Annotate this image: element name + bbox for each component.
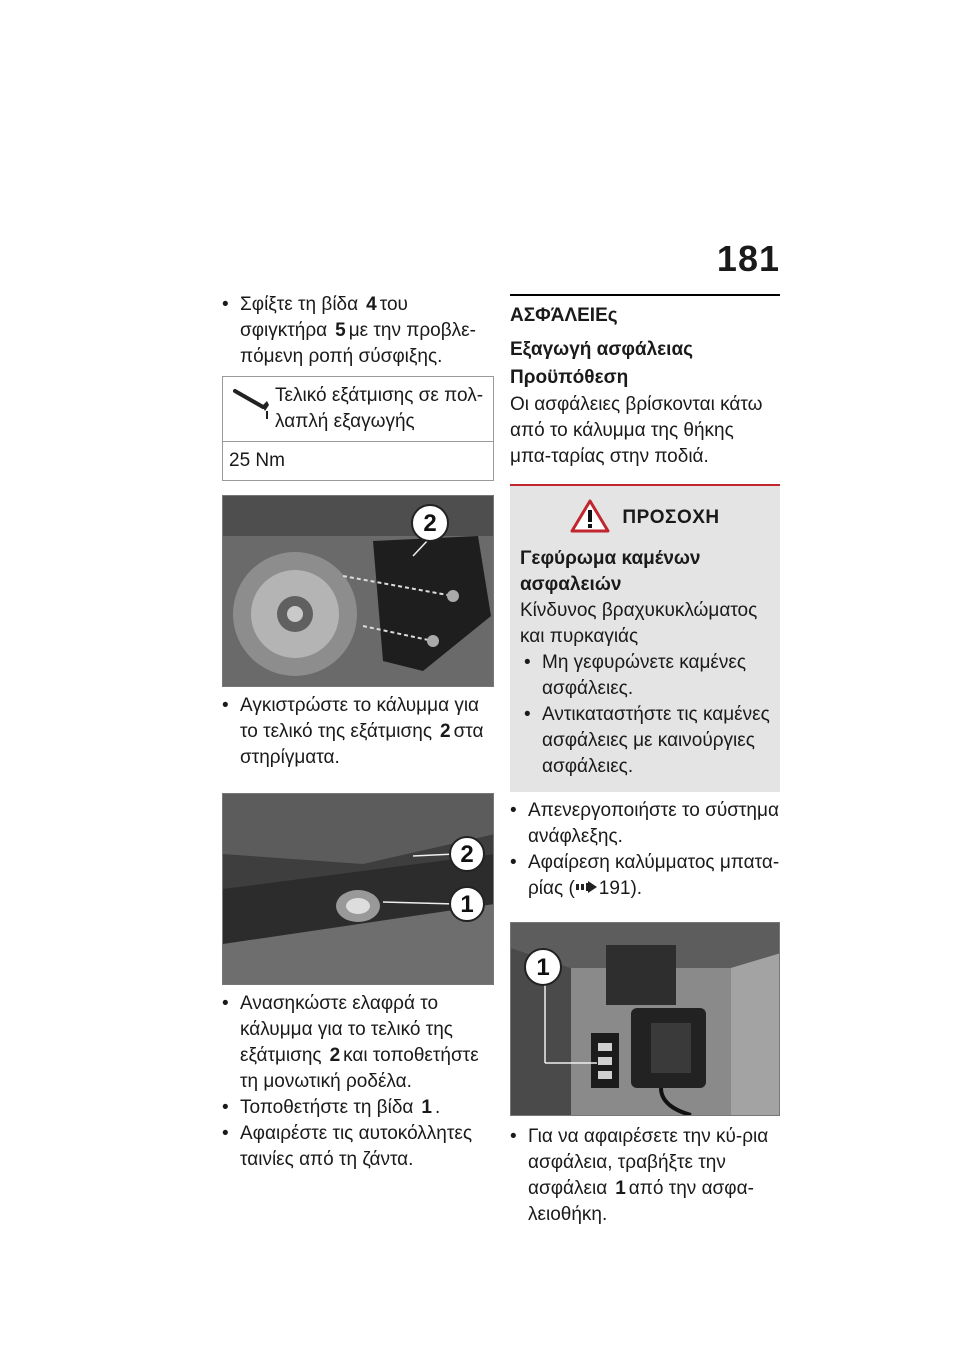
warning-item: • Μη γεφυρώνετε καμένες ασφάλειες. <box>524 650 770 702</box>
step-tighten-screw <box>222 292 494 370</box>
step-text: ). <box>630 878 643 900</box>
warning-text: Κίνδυνος βραχυκυκλώματος και πυρκαγιάς <box>520 600 758 647</box>
wrench-icon <box>229 383 275 428</box>
step-remove-tapes <box>222 1121 494 1173</box>
callout-label: 2 <box>423 510 437 537</box>
step-ignition-off <box>510 798 780 850</box>
ref-number: 5 <box>335 320 346 341</box>
step-hook-cover <box>222 693 494 771</box>
step-text: με την προβλε-πόμενη ροπή σύσφιξης. <box>240 320 476 367</box>
step-text: Απενεργοποιήστε το σύστημα ανάφλεξης. <box>528 800 779 847</box>
step-text: Τοποθετήστε τη βίδα <box>240 1097 414 1118</box>
step-text: Αφαιρέστε τις αυτοκόλλητες ταινίες από τη ζάντα. <box>240 1123 472 1170</box>
fuse-box-photo <box>510 922 780 1116</box>
step-pull-fuse <box>510 1124 780 1228</box>
ref-number: 1 <box>421 1097 432 1118</box>
ref-number: 2 <box>439 721 451 742</box>
callout-label: 2 <box>460 841 474 868</box>
step-text: Σφίξτε τη βίδα <box>240 294 359 315</box>
callout-label: 1 <box>460 891 474 918</box>
step-text: Αφαίρεση καλύμματος μπατα-ρίας ( <box>528 852 780 900</box>
page-number: 181 <box>716 238 780 279</box>
ref-number: 1 <box>615 1178 626 1200</box>
step-text: και τοποθετήστε τη μονωτική ροδέλα. <box>240 1045 479 1092</box>
exhaust-washer-photo <box>222 793 494 985</box>
torque-spec-value: 25 Nm <box>229 450 285 471</box>
warning-subtitle: Γεφύρωμα καμένων ασφαλειών <box>520 548 701 595</box>
warning-item: • Αντικαταστήστε τις καμένες ασφάλειες με καινούργιες ασφάλειες. <box>524 702 770 780</box>
step-text: Για να αφαιρέσετε την κύ-ρια ασφάλεια, τραβήξτε την ασφάλεια <box>528 1126 769 1200</box>
ref-number: 4 <box>366 294 377 315</box>
subsection-title: Εξαγωγή ασφάλειας <box>510 339 694 360</box>
step-text: Αγκιστρώστε το κάλυμμα για το τελικό της εξάτμισης <box>240 695 480 742</box>
prerequisite-title: Προϋπόθεση <box>510 367 629 388</box>
section-rule <box>510 294 780 296</box>
torque-spec-box <box>222 376 494 481</box>
step-remove-battery-cover <box>510 850 780 902</box>
step-install-screw <box>222 1095 494 1121</box>
page-reference-arrow-icon <box>575 876 599 902</box>
step-text: . <box>434 1097 441 1118</box>
callout-label: 1 <box>536 954 550 982</box>
warning-header <box>520 496 770 540</box>
step-text: Ανασηκώστε ελαφρά το κάλυμμα για το τελικό της εξάτμισης <box>240 993 453 1066</box>
prerequisite-text: Οι ασφάλειες βρίσκονται κάτω από το κάλυμμα της θήκης μπα-ταρίας στην ποδιά. <box>510 394 763 467</box>
step-lift-cover <box>222 991 494 1095</box>
torque-spec-header <box>223 377 493 442</box>
warning-title: ΠΡΟΣΟΧΗ <box>622 507 720 528</box>
left-column <box>222 292 494 1173</box>
torque-spec-label: Τελικό εξάτμισης σε πολ-λαπλή εξαγωγής <box>275 385 484 432</box>
warning-triangle-icon <box>570 499 610 538</box>
page-reference[interactable]: 191 <box>598 878 631 900</box>
section-title: ΑΣΦΆΛΕΙΕς <box>510 305 618 326</box>
step-text: στα στηρίγματα. <box>240 721 484 768</box>
exhaust-cover-photo <box>222 495 494 687</box>
warning-box <box>510 484 780 792</box>
ref-number: 2 <box>329 1045 341 1066</box>
right-column <box>510 292 780 1228</box>
step-text: του σφιγκτήρα <box>240 294 408 341</box>
step-text: από την ασφα-λειοθήκη. <box>528 1178 754 1226</box>
